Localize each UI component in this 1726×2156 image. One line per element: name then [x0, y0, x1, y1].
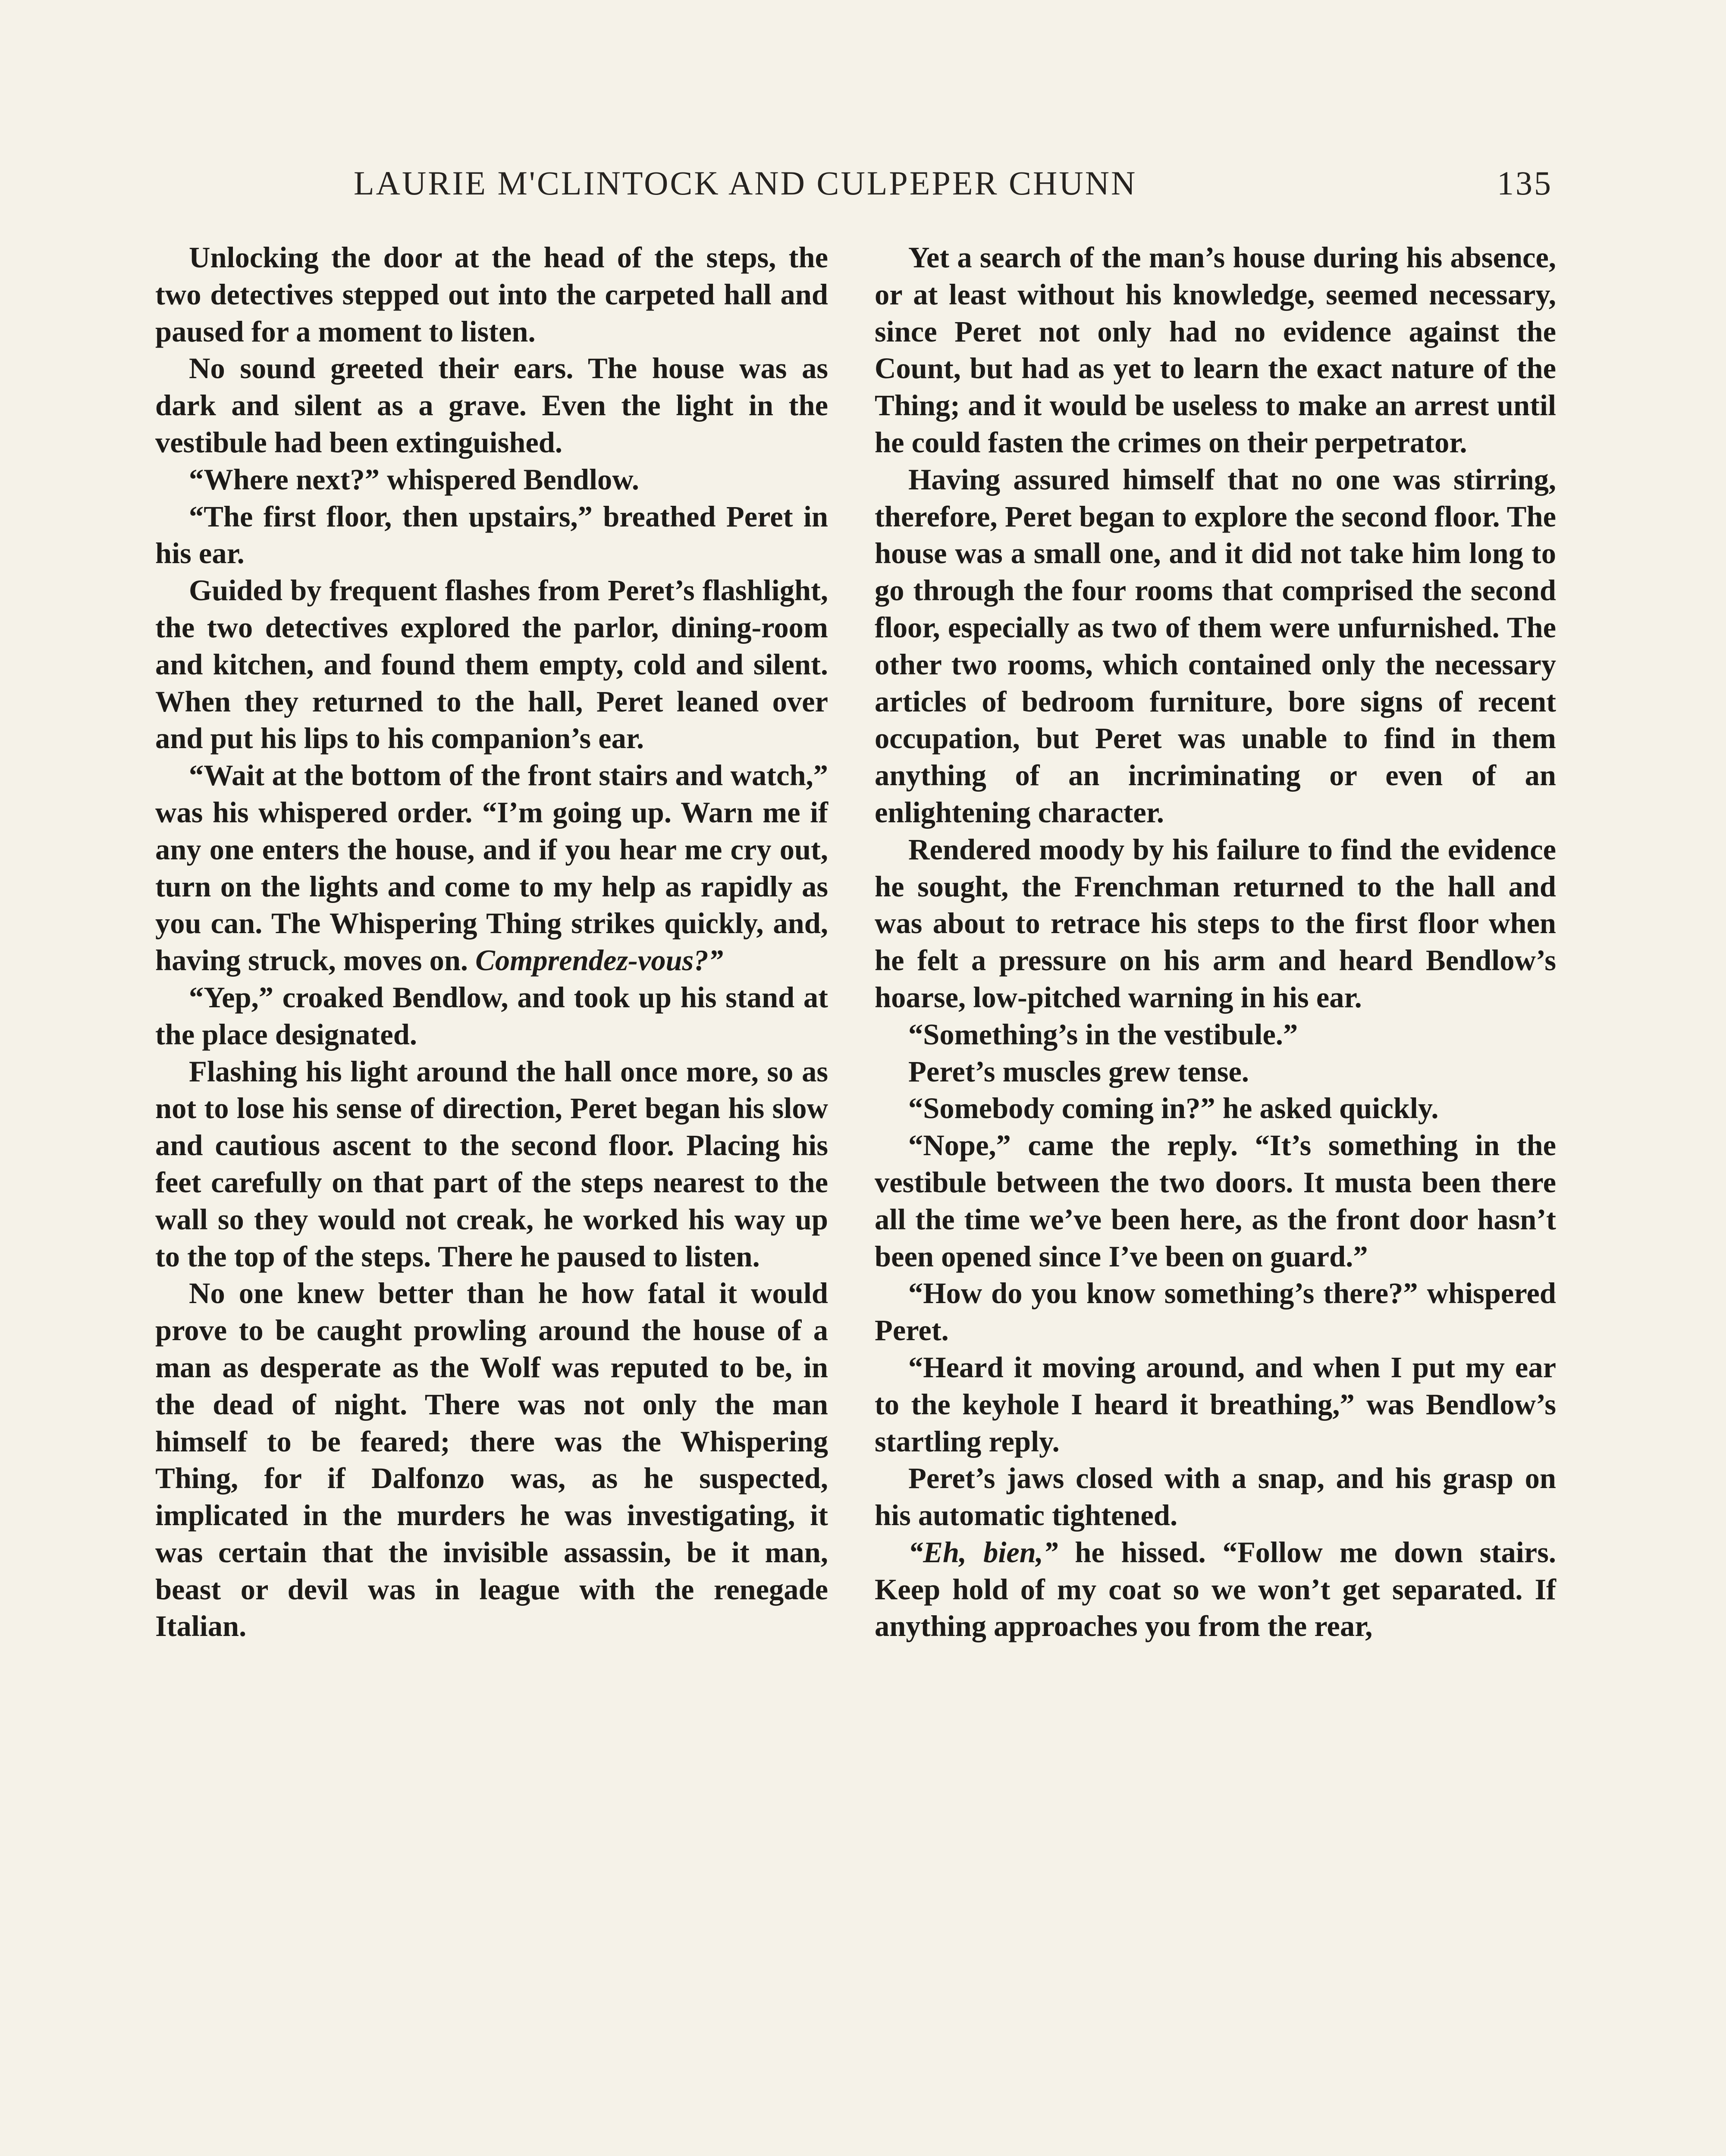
- paragraph: No one knew better than he how fatal it would prove to be caught prowling around the house of a man as desperate as the Wolf was reputed to be, in the dead of night. There was not only the man himself to be feared; there was the Whispering Thing, for if Dalfonzo was, as he suspected, implicated in the murders he was investigating, it was certain that the invisible assassin, be it man, beast or devil was in league with the renegade Italian.: [155, 1277, 828, 1643]
- right-text-column: [875, 239, 1556, 1645]
- left-text-column: [155, 239, 828, 1645]
- paragraph: “Somebody coming in?” he asked quickly.: [908, 1092, 1439, 1125]
- page-number: 135: [1497, 164, 1553, 202]
- paragraph: Peret’s muscles grew tense.: [908, 1055, 1249, 1088]
- paragraph: Unlocking the door at the head of the steps, the two detectives stepped out into the carpeted hall and paused for a moment to listen.: [155, 241, 828, 348]
- paragraph: “Something’s in the vestibule.”: [908, 1018, 1298, 1051]
- paragraph-text: he hissed. “Follow me down stairs. Keep hold of my coat so we won’t get separated. If anything approaches you from the rear,: [875, 1536, 1556, 1643]
- paragraph: “How do you know something’s there?” whispered Peret.: [875, 1277, 1556, 1347]
- paragraph: “Heard it moving around, and when I put my ear to the keyhole I heard it breathing,” was Bendlow’s startling reply.: [875, 1351, 1556, 1458]
- paragraph: [875, 1534, 1556, 1645]
- paragraph: Having assured himself that no one was stirring, therefore, Peret began to explore the second floor. The house was a small one, and it did not take him long to go through the four rooms that comprised the second floor, especially as two of them were unfurnished. The other two rooms, which contained only the necessary articles of bedroom furniture, bore signs of recent occupation, but Peret was unable to find in them anything of an incriminating or even of an enlightening character.: [875, 463, 1556, 829]
- paragraph: Guided by frequent flashes from Peret’s flashlight, the two detectives explored the parlor, dining-room and kitchen, and found them empty, cold and silent. When they returned to the hall, Peret leaned over and put his lips to his companion’s ear.: [155, 574, 828, 755]
- italic-phrase: Comprendez-vous?”: [475, 944, 723, 977]
- paragraph: Rendered moody by his failure to find the evidence he sought, the Frenchman returned to the hall and was about to retrace his steps to the first floor when he felt a pressure on his arm and heard Bendlow’s hoarse, low-pitched warning in his ear.: [875, 833, 1556, 1014]
- paragraph: Flashing his light around the hall once more, so as not to lose his sense of direction, Peret began his slow and cautious ascent to the second floor. Placing his feet carefully on that part of the steps nearest to the wall so they would not creak, he worked his way up to the top of the steps. There he paused to listen.: [155, 1055, 828, 1273]
- paragraph: Peret’s jaws closed with a snap, and his grasp on his automatic tightened.: [875, 1462, 1556, 1532]
- running-head: [354, 160, 1553, 207]
- paragraph: Yet a search of the man’s house during his absence, or at least without his knowledge, seemed necessary, since Peret not only had no evidence against the Count, but had as yet to learn the exact nature of the Thing; and it would be useless to make an arrest until he could fasten the crimes on their perpetrator.: [875, 241, 1556, 459]
- paragraph: [155, 757, 828, 979]
- italic-phrase: “Eh, bien,”: [908, 1536, 1058, 1569]
- paragraph-text: “Wait at the bottom of the front stairs and watch,” was his whispered order. “I’m going up. Warn me if any one enters the house, and if you hear me cry out, turn on the lights and come to my help as rapidly as you can. The Whispering Thing strikes quickly, and, having struck, moves on.: [155, 759, 828, 977]
- paragraph: “Where next?” whispered Bendlow.: [189, 463, 640, 496]
- paragraph: “The first floor, then upstairs,” breathed Peret in his ear.: [155, 500, 828, 570]
- paragraph: No sound greeted their ears. The house was as dark and silent as a grave. Even the light in the vestibule had been extinguished.: [155, 352, 828, 459]
- paragraph: “Nope,” came the reply. “It’s something in the vestibule between the two doors. It musta been there all the time we’ve been here, as the front door hasn’t been opened since I’ve been on guard.”: [875, 1129, 1556, 1273]
- paragraph: “Yep,” croaked Bendlow, and took up his stand at the place designated.: [155, 981, 828, 1051]
- running-title: LAURIE M'CLINTOCK AND CULPEPER CHUNN: [354, 164, 1137, 202]
